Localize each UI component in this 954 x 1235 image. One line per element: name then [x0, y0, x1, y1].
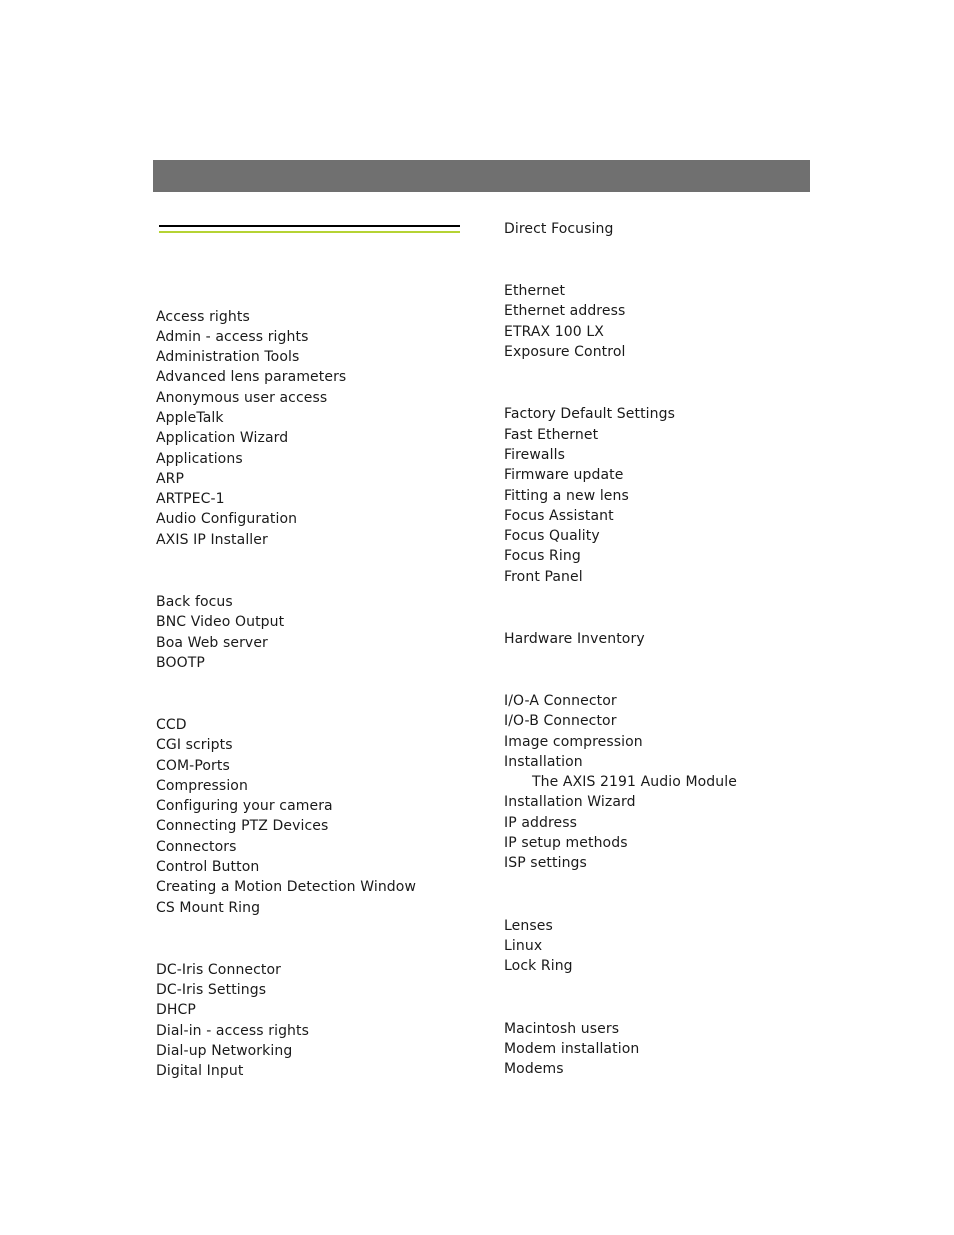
index-entry: Modems — [504, 1061, 564, 1077]
index-entry: Control Button — [156, 859, 260, 875]
index-entry: Image compression — [504, 734, 643, 750]
index-entry: Lock Ring — [504, 958, 573, 974]
index-entry: Back focus — [156, 594, 233, 610]
index-entry: DC-Iris Connector — [156, 962, 282, 978]
index-entry: Administration Tools — [156, 349, 300, 365]
index-entry: CS Mount Ring — [156, 900, 261, 916]
index-entry: COM-Ports — [156, 758, 230, 774]
index-entry: BOOTP — [156, 655, 205, 671]
index-entry: BNC Video Output — [156, 614, 285, 630]
index-entry: ISP settings — [504, 855, 587, 871]
index-entry: Advanced lens parameters — [156, 369, 347, 385]
index-entry: DHCP — [156, 1002, 196, 1018]
index-entry: CGI scripts — [156, 737, 233, 753]
index-entry: Anonymous user access — [156, 390, 328, 406]
index-entry: Installation Wizard — [504, 794, 636, 810]
index-entry: Creating a Motion Detection Window — [156, 879, 417, 895]
title-rule-green — [159, 231, 460, 233]
index-entry: Installation — [504, 754, 583, 770]
index-subentry: The AXIS 2191 Audio Module — [532, 774, 737, 790]
index-entry: Access rights — [156, 309, 250, 325]
index-entry: Hardware Inventory — [504, 631, 645, 647]
index-entry: I/O-B Connector — [504, 713, 617, 729]
index-entry: DC-Iris Settings — [156, 982, 267, 998]
index-entry: Ethernet — [504, 283, 566, 299]
index-entry: I/O-A Connector — [504, 693, 617, 709]
index-entry: Audio Configuration — [156, 511, 298, 527]
index-entry: AppleTalk — [156, 410, 224, 426]
index-entry: ETRAX 100 LX — [504, 324, 604, 340]
index-entry: Firewalls — [504, 447, 565, 463]
index-entry: Focus Ring — [504, 548, 581, 564]
title-rule-black — [159, 225, 460, 227]
index-entry: Macintosh users — [504, 1021, 620, 1037]
index-entry: Connectors — [156, 839, 237, 855]
index-entry: Exposure Control — [504, 344, 626, 360]
index-entry: AXIS IP Installer — [156, 532, 268, 548]
header-bar — [153, 160, 810, 192]
index-entry: Fast Ethernet — [504, 427, 599, 443]
index-entry: Applications — [156, 451, 243, 467]
index-entry: Lenses — [504, 918, 553, 934]
index-entry: Focus Quality — [504, 528, 600, 544]
index-entry: Modem installation — [504, 1041, 640, 1057]
index-entry: Connecting PTZ Devices — [156, 818, 329, 834]
index-entry: Digital Input — [156, 1063, 244, 1079]
index-entry: Ethernet address — [504, 303, 626, 319]
index-entry: ARP — [156, 471, 185, 487]
index-entry: Compression — [156, 778, 248, 794]
index-entry: IP setup methods — [504, 835, 628, 851]
index-entry: IP address — [504, 815, 578, 831]
index-entry: Boa Web server — [156, 635, 268, 651]
index-entry: Firmware update — [504, 467, 624, 483]
index-entry: Fitting a new lens — [504, 488, 629, 504]
index-entry: Focus Assistant — [504, 508, 614, 524]
index-entry: Admin - access rights — [156, 329, 309, 345]
index-entry: Dial-in - access rights — [156, 1023, 310, 1039]
index-entry: Configuring your camera — [156, 798, 333, 814]
index-entry: Direct Focusing — [504, 221, 614, 237]
index-entry: Front Panel — [504, 569, 583, 585]
index-entry: CCD — [156, 717, 187, 733]
index-entry: Linux — [504, 938, 543, 954]
index-entry: Application Wizard — [156, 430, 289, 446]
index-entry: Dial-up Networking — [156, 1043, 293, 1059]
index-entry: ARTPEC-1 — [156, 491, 225, 507]
index-entry: Factory Default Settings — [504, 406, 676, 422]
